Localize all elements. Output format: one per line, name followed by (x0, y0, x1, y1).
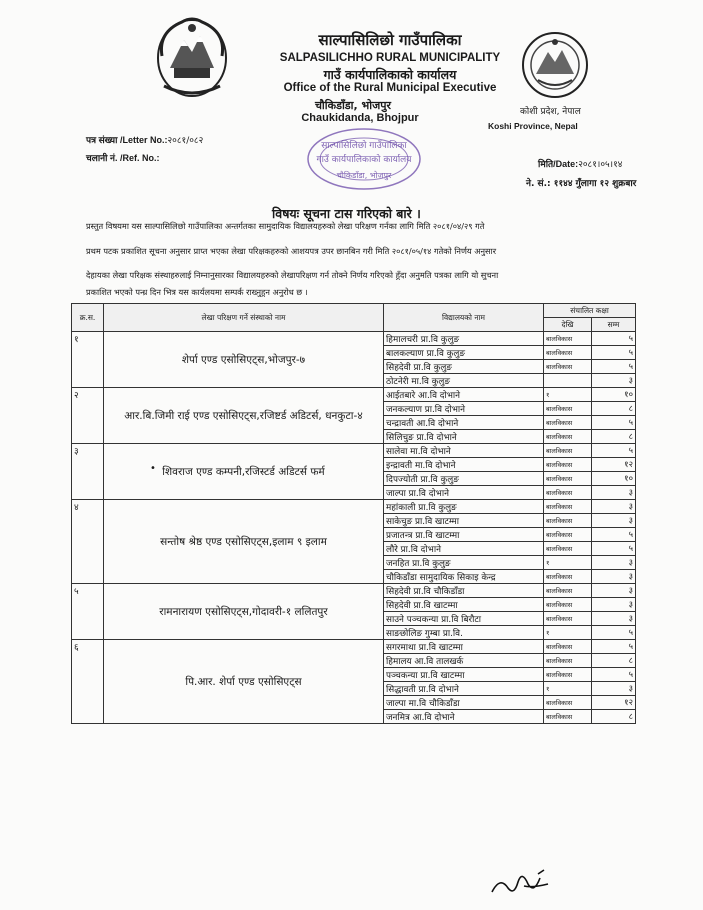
seal-line-2: गाउँ कार्यपालिकाको कार्यालय (316, 155, 412, 165)
place-np: चौकिडाँडा, भोजपुर (314, 99, 392, 112)
class-from-cell: बालविकास (544, 654, 592, 668)
header-serial: क्र.स. (72, 304, 104, 332)
class-from-cell: बालविकास (544, 486, 592, 500)
class-from-cell: बालविकास (544, 710, 592, 724)
seal-line-1: साल्पासिलिछो गाउँपालिका (321, 141, 407, 151)
school-name-cell: दिपज्योती प्रा.वि कुलुङ (384, 472, 544, 486)
class-from-cell: बालविकास (544, 346, 592, 360)
class-to-cell: ३ (592, 500, 636, 514)
school-name-cell: साउने पञ्चकन्या प्रा.वि बिरौटा (384, 612, 544, 626)
table-row (72, 500, 636, 514)
municipality-name-en: SALPASILICHHO RURAL MUNICIPALITY (279, 52, 501, 64)
table-row (72, 584, 636, 598)
serial-number-cell: ४ (72, 500, 104, 584)
class-to-cell: १० (592, 472, 636, 486)
class-from-cell: बालविकास (544, 640, 592, 654)
school-name-cell: जनहित प्रा.वि कुलुङ (384, 556, 544, 570)
class-from-cell: बालविकास (544, 416, 592, 430)
ref-number-label: चलानी नं. /Ref. No.: (86, 153, 160, 163)
school-name-cell: सगरमाथा प्रा.वि खाटम्मा (384, 640, 544, 654)
class-to-cell: ८ (592, 402, 636, 416)
auditor-firm-cell: शेर्पा एण्ड एसोसिएट्स,भोजपुर-७ (104, 332, 384, 388)
school-name-cell: महांकाली प्रा.वि कुलुङ (384, 500, 544, 514)
header-classes: संचालित कक्षा (544, 304, 636, 318)
class-from-cell: बालविकास (544, 570, 592, 584)
serial-number-cell: २ (72, 388, 104, 444)
class-from-cell: बालविकास (544, 430, 592, 444)
class-to-cell: ८ (592, 430, 636, 444)
province-name-np: कोशी प्रदेश, नेपाल (520, 107, 581, 117)
class-to-cell: ३ (592, 556, 636, 570)
school-name-cell: प्रजातन्त्र प्रा.वि खाटम्मा (384, 528, 544, 542)
school-name-cell: सालेवा मा.वि दोभाने (384, 444, 544, 458)
paragraph-line-2: प्रथम पटक प्रकाशित सूचना अनुसार प्राप्त भएका लेखा परिक्षकहरुको आशयपत्र उपर छानबिन गरी मिति २०८१/०५/१४ गतेको निर्णय अनुसार (86, 246, 497, 256)
auditor-firm-cell: पि.आर. शेर्पा एण्ड एसोसिएट्स (104, 640, 384, 724)
auditor-firm-cell: शिवराज एण्ड कम्पनी,रजिस्टर्ड अडिटर्स फर्म (104, 444, 384, 500)
class-from-cell: बालविकास (544, 612, 592, 626)
letter-number-label: पत्र संख्या /Letter No.: (86, 135, 168, 145)
class-from-cell: बालविकास (544, 500, 592, 514)
province-name-en: Koshi Province, Nepal (488, 121, 578, 131)
class-to-cell: ३ (592, 374, 636, 388)
school-name-cell: जनकल्याण प्रा.वि दोभाने (384, 402, 544, 416)
letter-number (86, 133, 203, 146)
school-name-cell: लौरे प्रा.वि दोभाने (384, 542, 544, 556)
class-from-cell: बालविकास (544, 360, 592, 374)
class-to-cell: ३ (592, 612, 636, 626)
school-name-cell: आईतबारे आ.वि दोभाने (384, 388, 544, 402)
class-from-cell: बालविकास (544, 528, 592, 542)
header-from: देखि (544, 318, 592, 332)
class-to-cell: ३ (592, 570, 636, 584)
place-en: Chaukidanda, Bhojpur (301, 112, 419, 124)
class-to-cell: ५ (592, 542, 636, 556)
subject-line: विषयः सूचना टास गरिएको बारे । (272, 206, 421, 221)
letter-date-label: मिति/Date: (538, 159, 579, 169)
letter-number-value: २०८१/०८२ (167, 136, 204, 146)
stray-mark: • (150, 463, 156, 474)
table-row (72, 640, 636, 654)
class-to-cell: ५ (592, 668, 636, 682)
class-from-cell: १ (544, 682, 592, 696)
ref-number (86, 151, 159, 164)
class-to-cell: ३ (592, 584, 636, 598)
class-from-cell: बालविकास (544, 402, 592, 416)
school-name-cell: सिहदेवी प्रा.वि चौकिडाँडा (384, 584, 544, 598)
class-to-cell: ३ (592, 682, 636, 696)
nepal-sambat-date: ने. सं.: ११४४ गुँलागा १२ शुक्रबार (526, 179, 637, 189)
letter-date (538, 157, 622, 170)
office-name-en: Office of the Rural Municipal Executive (283, 82, 497, 94)
table-body (72, 332, 636, 724)
auditor-firm-cell: आर.बि.जिमी राई एण्ड एसोसिएट्स,रजिष्टर्ड अडिटर्स, धनकुटा-४ (104, 388, 384, 444)
class-to-cell: १२ (592, 458, 636, 472)
auditor-firm-cell: सन्तोष श्रेष्ठ एण्ड एसोसिएट्स,इलाम ९ इलाम (104, 500, 384, 584)
class-from-cell: १ (544, 626, 592, 640)
paragraph-line-3: देहायका लेखा परिक्षक संस्थाहरुलाई निम्नानुसारका विद्यालयहरुको लेखापरिक्षण गर्न तोक्ने निर्णय गरिएको हुँदा अनुमति पत्रका लागि यो सुचना (86, 270, 499, 280)
school-name-cell: बालकल्याण प्रा.वि कुलुङ (384, 346, 544, 360)
table-row (72, 444, 636, 458)
school-name-cell: सिद्धावती प्रा.वि दोभाने (384, 682, 544, 696)
table-row (72, 332, 636, 346)
class-to-cell: १० (592, 388, 636, 402)
serial-number-cell: ६ (72, 640, 104, 724)
class-to-cell: ५ (592, 626, 636, 640)
municipality-name-np: साल्पासिलिछो गाउँपालिका (318, 31, 462, 49)
header-firm: लेखा परिक्षण गर्ने संस्थाको नाम (104, 304, 384, 332)
class-to-cell: ३ (592, 514, 636, 528)
signature-mark (488, 866, 558, 902)
class-to-cell: ५ (592, 416, 636, 430)
class-to-cell: ५ (592, 640, 636, 654)
class-to-cell: ५ (592, 346, 636, 360)
school-name-cell: चन्द्रावती आ.वि दोभाने (384, 416, 544, 430)
school-name-cell: साकेचुङ प्रा.वि खाटम्मा (384, 514, 544, 528)
serial-number-cell: ३ (72, 444, 104, 500)
school-name-cell: सिलिचुङ प्रा.वि दोभाने (384, 430, 544, 444)
serial-number-cell: १ (72, 332, 104, 388)
paragraph-line-4: प्रकाशित भएको पन्ध्र दिन भित्र यस कार्यलयमा सम्पर्क राख्नुहुन अनुरोध छ । (86, 287, 308, 297)
table-row (72, 388, 636, 402)
class-from-cell: बालविकास (544, 472, 592, 486)
class-from-cell (544, 374, 592, 388)
class-from-cell: बालविकास (544, 458, 592, 472)
class-from-cell: बालविकास (544, 584, 592, 598)
class-from-cell: बालविकास (544, 332, 592, 346)
class-to-cell: ८ (592, 654, 636, 668)
school-name-cell: जाल्पा प्रा.वि दोभाने (384, 486, 544, 500)
class-from-cell: १ (544, 556, 592, 570)
school-name-cell: हिमालचरी प्रा.वि कुलुङ (384, 332, 544, 346)
auditor-firm-cell: रामनारायण एसोसिएट्स,गोदावरी-१ ललितपुर (104, 584, 384, 640)
class-from-cell: बालविकास (544, 444, 592, 458)
class-to-cell: ५ (592, 528, 636, 542)
class-to-cell: ५ (592, 444, 636, 458)
class-to-cell: ८ (592, 710, 636, 724)
school-name-cell: सिहदेवी प्रा.वि खाटम्मा (384, 598, 544, 612)
class-from-cell: बालविकास (544, 598, 592, 612)
class-to-cell: १२ (592, 696, 636, 710)
school-name-cell: हिमालय आ.वि तालखर्क (384, 654, 544, 668)
class-to-cell: ३ (592, 486, 636, 500)
paragraph-line-1: प्रस्तुत विषयमा यस साल्पासिलिछो गाउँपालिका अन्तर्गतका सामुदायिक विद्यालयहरुको लेखा परिक्षण गर्नका लागि मिति २०८१/०४/२९ गते (86, 221, 485, 231)
serial-number-cell: ५ (72, 584, 104, 640)
auditor-assignment-table (71, 303, 636, 724)
seal-line-3: चौकिडाँडा, भोजपुर (336, 171, 392, 180)
office-name-np: गाउँ कार्यपालिकाको कार्यालय (323, 67, 457, 82)
class-from-cell: बालविकास (544, 668, 592, 682)
school-name-cell: चौकिडाँडा सामुदायिक सिकाइ केन्द्र (384, 570, 544, 584)
office-seal-stamp (305, 126, 423, 192)
class-from-cell: बालविकास (544, 542, 592, 556)
school-name-cell: ठोटनेरी मा.वि कुलुङ (384, 374, 544, 388)
class-from-cell: बालविकास (544, 696, 592, 710)
class-to-cell: ५ (592, 360, 636, 374)
school-name-cell: जनमित्र आ.वि दोभाने (384, 710, 544, 724)
class-from-cell: १ (544, 388, 592, 402)
nepal-emblem-icon (152, 12, 232, 100)
province-logo-icon (518, 30, 592, 100)
letter-date-value: २०८१।०५।१४ (578, 160, 623, 170)
school-name-cell: साङछोलिङ गुम्बा प्रा.वि. (384, 626, 544, 640)
class-to-cell: ५ (592, 332, 636, 346)
header-school: विद्यालयको नाम (384, 304, 544, 332)
school-name-cell: पञ्चकन्या प्रा.वि खाटम्मा (384, 668, 544, 682)
header-to: सम्म (592, 318, 636, 332)
class-from-cell: बालविकास (544, 514, 592, 528)
school-name-cell: इन्द्रावती मा.वि दोभाने (384, 458, 544, 472)
class-to-cell: ३ (592, 598, 636, 612)
school-name-cell: सिहदेवी प्रा.वि कुलुङ (384, 360, 544, 374)
school-name-cell: जाल्पा मा.वि चौकिडाँडा (384, 696, 544, 710)
